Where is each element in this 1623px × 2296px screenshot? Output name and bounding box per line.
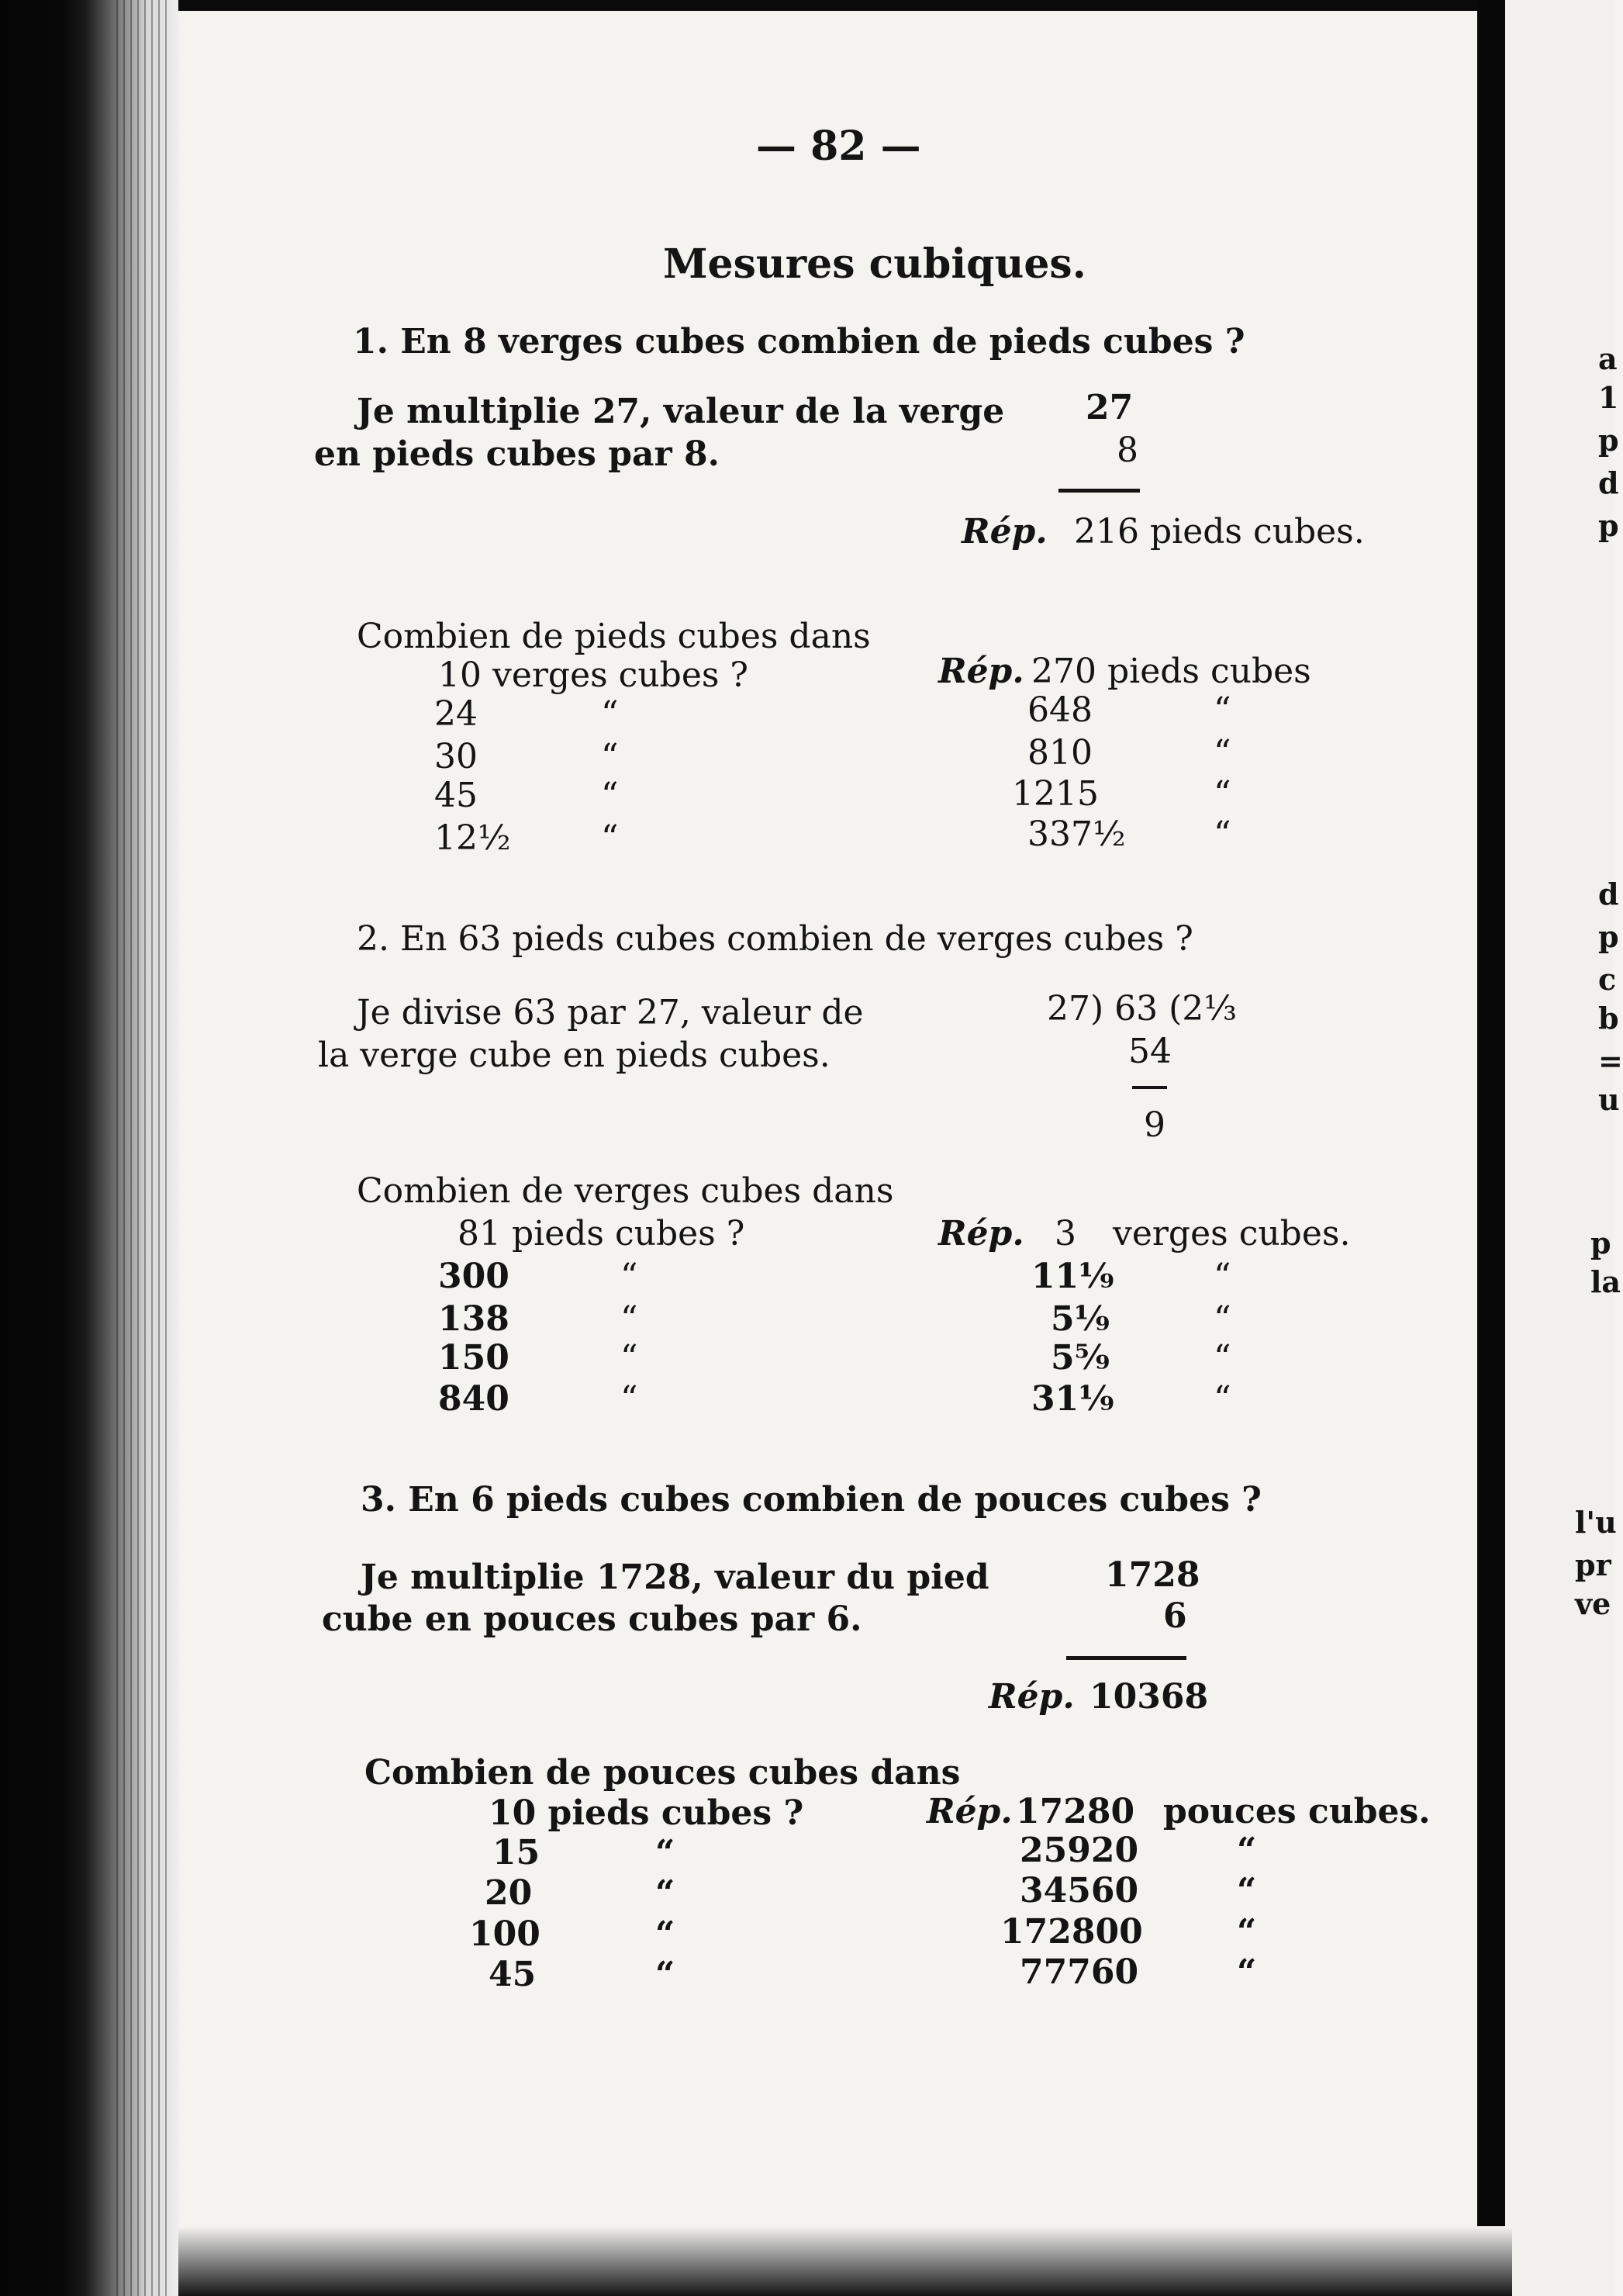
ditto-mark: “ <box>1214 1257 1231 1296</box>
ditto-mark: “ <box>1214 1379 1231 1419</box>
ditto-mark: “ <box>601 737 619 776</box>
table-row-q: 300 <box>438 1257 509 1296</box>
ditto-mark: “ <box>620 1257 638 1296</box>
q3-table-intro: Combien de pouces cubes dans <box>364 1753 961 1793</box>
q1-calc-top: 27 <box>1086 388 1134 427</box>
ditto-mark: “ <box>1214 774 1231 814</box>
table-row-a: 172800 <box>1000 1912 1143 1952</box>
ditto-mark: “ <box>1214 814 1231 854</box>
page-number: — 82 — <box>756 123 921 170</box>
ditto-mark: “ <box>655 1833 675 1872</box>
table-row-a: 5⅑ <box>1051 1299 1110 1339</box>
table-row-a: 810 <box>1027 733 1093 773</box>
table-row-a: 1215 <box>1012 774 1099 814</box>
table-row-q: 20 <box>485 1873 533 1913</box>
ditto-mark: “ <box>601 694 619 734</box>
q3-calc-multiplier: 6 <box>1163 1596 1187 1636</box>
q2-calc-product: 54 <box>1128 1032 1172 1071</box>
table-row-a: 31⅑ <box>1031 1379 1114 1419</box>
table-row-q: 45 <box>434 776 478 815</box>
q2-table-intro: Combien de verges cubes dans <box>357 1171 894 1211</box>
table-row-a: 648 <box>1027 690 1093 730</box>
ditto-mark: “ <box>1237 1952 1257 1992</box>
table-row-q: 138 <box>438 1299 509 1339</box>
fragment: = <box>1598 1043 1623 1078</box>
facing-page-fragment <box>1505 0 1623 2296</box>
ditto-mark: “ <box>601 818 619 858</box>
table-row-a: 77760 <box>1020 1952 1139 1992</box>
q3-rep-label: Rép. <box>989 1677 1075 1717</box>
ditto-mark: “ <box>1237 1912 1257 1952</box>
q2-table-rep-first: 3 <box>1055 1214 1076 1253</box>
table-row-q: 15 <box>492 1833 540 1872</box>
q1-table-rep-first: 270 pieds cubes <box>1031 652 1311 691</box>
q3-table-rep-first: 17280 <box>1016 1792 1135 1831</box>
q2-table-rep-unit: verges cubes. <box>1113 1214 1351 1253</box>
q1-table-first-q: 10 verges cubes ? <box>438 655 749 695</box>
q3-table-first-q: 10 pieds cubes ? <box>489 1793 804 1833</box>
fragment: p <box>1598 423 1619 458</box>
table-row-q: 150 <box>438 1338 509 1378</box>
ditto-mark: “ <box>1237 1871 1257 1910</box>
ditto-mark: “ <box>1214 733 1231 773</box>
q3-explanation-line2: cube en pouces cubes par 6. <box>322 1599 862 1639</box>
q2-table-first-q: 81 pieds cubes ? <box>458 1214 745 1253</box>
fragment: la <box>1590 1264 1621 1299</box>
ditto-mark: “ <box>1214 690 1231 730</box>
ditto-mark: “ <box>620 1299 638 1339</box>
table-row-a: 11⅑ <box>1031 1257 1114 1296</box>
fragment: 1 <box>1598 380 1619 415</box>
q3-calc-top: 1728 <box>1105 1555 1200 1595</box>
page-gutter <box>1477 0 1505 2296</box>
ditto-mark: “ <box>655 1914 675 1954</box>
q3-rep-value: 10368 <box>1089 1677 1209 1717</box>
fragment: p <box>1590 1226 1611 1260</box>
fragment: a <box>1598 341 1618 376</box>
q2-explanation-line1: Je divise 63 par 27, valeur de <box>357 993 864 1032</box>
table-row-a: 337½ <box>1027 814 1126 854</box>
table-row-a: 34560 <box>1020 1871 1139 1910</box>
fragment: l'u <box>1575 1505 1617 1540</box>
q1-table-intro: Combien de pieds cubes dans <box>357 617 871 656</box>
ditto-mark: “ <box>601 776 619 815</box>
table-row-a: 25920 <box>1020 1831 1139 1870</box>
q2-calc-division: 27) 63 (2⅓ <box>1047 989 1237 1029</box>
q2-table-rep-label: Rép. <box>938 1214 1024 1253</box>
q1-calc-rule <box>1058 489 1140 493</box>
section-title: Mesures cubiques. <box>663 240 1086 288</box>
table-row-q: 30 <box>434 737 478 776</box>
q3-calc-rule <box>1066 1656 1186 1660</box>
q1-explanation-line1: Je multiplie 27, valeur de la verge <box>357 392 1005 431</box>
bottom-edge <box>178 2226 1512 2296</box>
ditto-mark: “ <box>620 1338 638 1378</box>
table-row-a: 5⁵⁄₉ <box>1051 1338 1110 1378</box>
question-3: 3. En 6 pieds cubes combien de pouces cubes ? <box>361 1480 1262 1520</box>
table-row-q: 45 <box>489 1955 537 1994</box>
table-row-q: 12½ <box>434 818 511 858</box>
table-row-q: 24 <box>434 694 478 734</box>
fragment: d <box>1598 465 1619 500</box>
q1-explanation-line2: en pieds cubes par 8. <box>314 434 720 474</box>
ditto-mark: “ <box>655 1873 675 1913</box>
fragment: u <box>1598 1082 1620 1117</box>
ditto-mark: “ <box>1214 1299 1231 1339</box>
table-row-q: 840 <box>438 1379 509 1419</box>
ditto-mark: “ <box>1237 1831 1257 1870</box>
fragment: ve <box>1575 1586 1611 1621</box>
q2-calc-remainder: 9 <box>1144 1105 1165 1145</box>
table-row-q: 100 <box>469 1914 540 1954</box>
fragment: b <box>1598 1001 1619 1036</box>
q1-table-rep-label: Rép. <box>938 652 1024 691</box>
ditto-mark: “ <box>655 1955 675 1994</box>
q3-table-rep-unit: pouces cubes. <box>1163 1792 1431 1831</box>
q1-rep-label: Rép. <box>962 512 1048 552</box>
fragment: p <box>1598 919 1619 954</box>
fragment: c <box>1598 962 1617 997</box>
q2-explanation-line2: la verge cube en pieds cubes. <box>318 1036 830 1075</box>
ditto-mark: “ <box>620 1379 638 1419</box>
q1-calc-multiplier: 8 <box>1117 430 1138 470</box>
question-2: 2. En 63 pieds cubes combien de verges cubes ? <box>357 919 1193 959</box>
question-1: 1. En 8 verges cubes combien de pieds cubes ? <box>353 322 1245 361</box>
q2-calc-rule <box>1132 1086 1167 1089</box>
fragment: pr <box>1575 1547 1611 1582</box>
q3-table-rep-label: Rép. <box>927 1792 1013 1831</box>
q3-explanation-line1: Je multiplie 1728, valeur du pied <box>361 1558 989 1597</box>
fragment: p <box>1598 508 1619 543</box>
fragment: d <box>1598 877 1619 911</box>
q1-rep-value: 216 pieds cubes. <box>1074 512 1365 552</box>
ditto-mark: “ <box>1214 1338 1231 1378</box>
